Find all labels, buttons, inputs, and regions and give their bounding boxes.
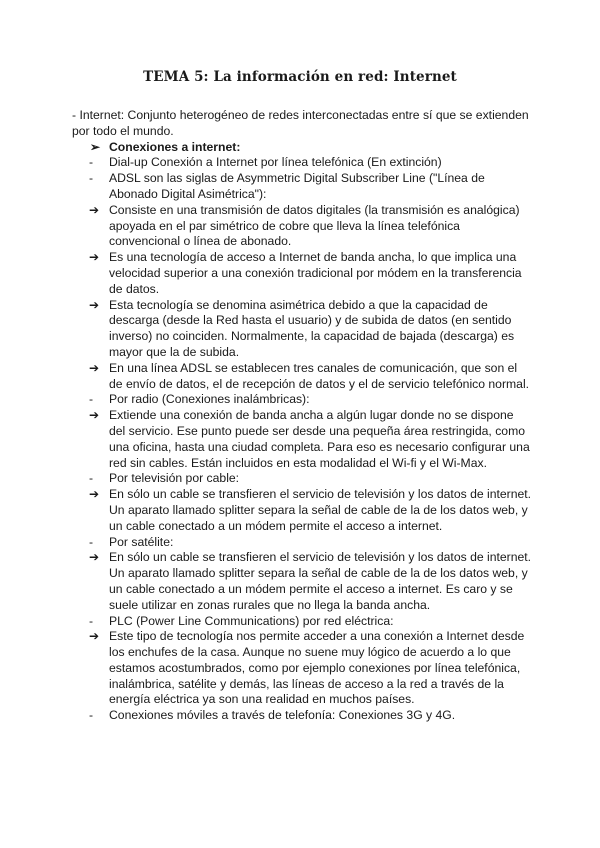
dash-bullet-item	[72, 708, 532, 724]
arrow-bullet-icon: ➔	[89, 487, 100, 502]
arrow-bullet-icon: ➔	[89, 550, 100, 565]
page-title: TEMA 5: La información en red: Internet	[143, 69, 457, 85]
dash-bullet-icon: -	[89, 471, 94, 486]
dash-bullet-item	[72, 171, 532, 203]
dash-bullet-icon: -	[89, 534, 94, 549]
section-heading	[72, 140, 532, 156]
arrow-bullet-icon: ➔	[89, 408, 100, 423]
arrow-bullet-item	[72, 203, 532, 250]
item-text: Por satélite:	[109, 534, 174, 549]
arrow-bullet-item	[72, 361, 532, 393]
item-text: Consiste en una transmisión de datos digitales (la transmisión es analógica) apoyada en el par simétrico de cobre que lleva la línea telefónica convencional o línea de abonado.	[109, 202, 520, 249]
dash-bullet-icon: -	[89, 392, 94, 407]
item-text: En sólo un cable se transfieren el servicio de televisión y los datos de internet. Un aparato llamado splitter separa la señal de cable de la de los datos web, y un cable conectado a un módem permite el acceso a internet. Es caro y se suele utilizar en zonas rurales que no llega la banda ancha.	[109, 550, 532, 612]
arrow-bullet-icon: ➔	[89, 360, 100, 375]
item-text: En sólo un cable se transfieren el servicio de televisión y los datos de internet. Un aparato llamado splitter separa la señal de cable de la de los datos web, y un cable conectado a un módem permite el acceso a internet.	[109, 487, 532, 533]
item-text: En una línea ADSL se establecen tres canales de comunicación, que son el de envío de datos, el de recepción de datos y el de servicio telefónico normal.	[109, 360, 530, 391]
arrow-bullet-item	[72, 487, 532, 534]
dash-bullet-item	[72, 471, 532, 487]
arrow-bullet-icon: ➔	[89, 629, 100, 644]
item-text: Por televisión por cable:	[109, 471, 240, 486]
dash-bullet-icon: -	[89, 708, 94, 723]
dash-bullet-item	[72, 392, 532, 408]
item-text: Conexiones móviles a través de telefonía: Conexiones 3G y 4G.	[109, 708, 456, 723]
item-text: Por radio (Conexiones inalámbricas):	[109, 392, 310, 407]
arrow-bullet-icon: ➔	[89, 297, 100, 312]
dash-bullet-icon: -	[89, 171, 94, 186]
dash-bullet-item	[72, 614, 532, 630]
arrow-bullet-item	[72, 408, 532, 471]
arrow-bullet-icon: ➔	[89, 202, 100, 217]
item-text: Conexiones a internet:	[109, 139, 241, 154]
dash-bullet-icon: -	[89, 613, 94, 628]
document-body	[72, 108, 532, 724]
arrow-bullet-item	[72, 629, 532, 708]
arrow-bullet-item	[72, 550, 532, 613]
item-text: ADSL son las siglas de Asymmetric Digital Subscriber Line ("Línea de Abonado Digital Asimétrica"):	[109, 171, 485, 201]
arrowhead-bullet-icon: ➢	[90, 139, 101, 154]
dash-bullet-icon: -	[89, 155, 94, 170]
item-text: Este tipo de tecnología nos permite acceder a una conexión a Internet desde los enchufes de la casa. Aunque no suene muy lógico de acuerdo a lo que estamos acostumbrados, como por ejemplo conexiones por línea telefónica, inalámbrica, satélite y demás, las líneas de acceso a la red a través de la energía eléctrica ya son una realidad en muchos países.	[109, 629, 525, 707]
arrow-bullet-item	[72, 250, 532, 297]
arrow-bullet-item	[72, 298, 532, 361]
item-text: Dial-up Conexión a Internet por línea telefónica (En extinción)	[109, 155, 442, 170]
intro-paragraph: - Internet: Conjunto heterogéneo de redes interconectadas entre sí que se extienden por todo el mundo.	[72, 108, 529, 138]
arrow-bullet-icon: ➔	[89, 250, 100, 265]
item-text: Extiende una conexión de banda ancha a algún lugar donde no se dispone del servicio. Ese punto puede ser desde una pequeña área restringida, como una oficina, hasta una ciudad completa. Para eso es necesario configurar una red sin cables. Están incluidos en esta modalidad el Wi-fi y el Wi-Max.	[109, 408, 530, 470]
dash-bullet-item	[72, 155, 532, 171]
content-list	[72, 140, 532, 724]
item-text: Esta tecnología se denomina asimétrica debido a que la capacidad de descarga (desde la Red hasta el usuario) y de subida de datos (en sentido inverso) no coinciden. Normalmente, la capacidad de bajada (descarga) es mayor que la de subida.	[109, 297, 515, 359]
item-text: PLC (Power Line Communications) por red eléctrica:	[109, 613, 394, 628]
dash-bullet-item	[72, 535, 532, 551]
item-text: Es una tecnología de acceso a Internet de banda ancha, lo que implica una velocidad superior a una conexión tradicional por módem en la transferencia de datos.	[109, 250, 522, 296]
